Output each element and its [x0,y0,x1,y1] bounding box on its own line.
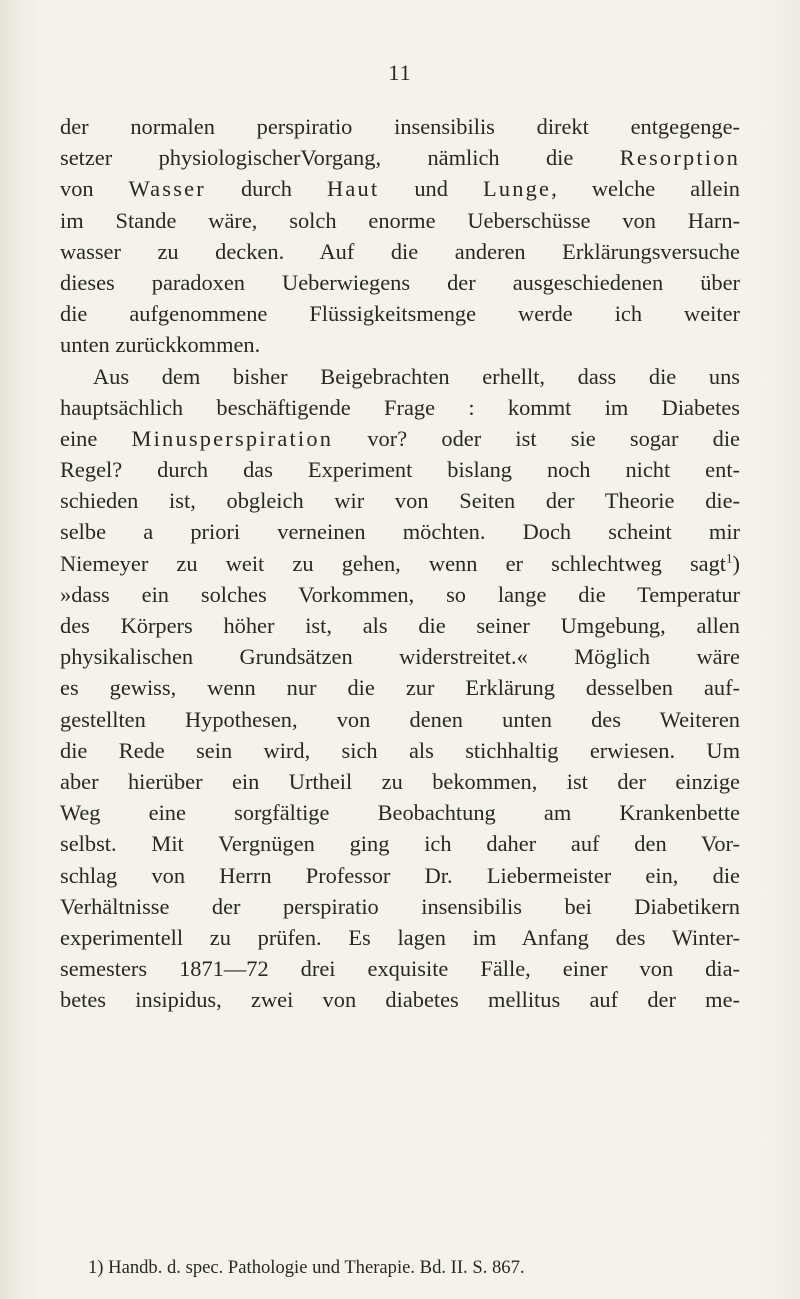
text-fragment: vor? oder ist sie sogar die [333,425,740,451]
body-text [60,111,740,1015]
text-line: »dass ein solches Vorkommen, so lange die Temperatur [60,581,740,607]
text-line: schlag von Herrn Professor Dr. Liebermeister ein, die [60,862,740,888]
text-fragment: Niemeyer zu weit zu gehen, wenn er schlechtweg sagt [60,550,727,576]
text-line [60,142,740,173]
text-line: selbe a priori verneinen möchten. Doch scheint mir [60,519,740,545]
text-line: gestellten Hypothesen, von denen unten des Weiteren [60,706,740,732]
text-line: Aus dem bisher Beigebrachten erhellt, dass die uns [93,363,740,389]
text-line: unten zurückkommen. [60,332,261,358]
text-fragment: durch [205,176,327,202]
footnote: 1) Handb. d. spec. Pathologie und Therapie. Bd. II. S. 867. [88,1257,525,1278]
text-line [60,423,740,454]
text-line: aber hierüber ein Urtheil zu bekommen, ist der einzige [60,768,740,794]
text-line: hauptsächlich beschäftigende Frage : kommt im Diabetes [60,394,740,420]
text-line: es gewiss, wenn nur die zur Erklärung desselben auf- [60,675,740,701]
text-line: Weg eine sorgfältige Beobachtung am Krankenbette [60,800,740,826]
text-fragment: von [60,176,129,202]
text-line: im Stande wäre, solch enorme Ueberschüsse von Harn- [60,207,740,233]
text-line: selbst. Mit Vergnügen ging ich daher auf den Vor- [60,831,740,857]
text-line: Regel? durch das Experiment bislang noch nicht ent- [60,457,740,483]
text-line [60,548,740,579]
text-line: semesters 1871—72 drei exquisite Fälle, einer von dia- [60,956,740,982]
text-line: physikalischen Grundsätzen widerstreitet.« Möglich wäre [60,644,740,670]
text-fragment: und [379,176,483,202]
text-line: betes insipidus, zwei von diabetes mellitus auf der me- [60,987,740,1013]
text-line: schieden ist, obgleich wir von Seiten der Theorie die- [60,488,740,514]
text-fragment: setzer physiologischerVorgang, nämlich die [60,145,620,171]
text-line [60,173,740,204]
emphasized-term: Wasser [128,176,206,202]
text-line: die Rede sein wird, sich als stichhaltig erwiesen. Um [60,737,740,763]
text-line: dieses paradoxen Ueberwiegens der ausgeschiedenen über [60,269,740,295]
text-line: des Körpers höher ist, als die seiner Umgebung, allen [60,613,740,638]
emphasized-term: Lunge [482,176,552,202]
text-fragment: , welche allein [551,176,740,202]
text-line: die aufgenommene Flüssigkeitsmenge werde ich weiter [60,301,740,327]
text-line: experimentell zu prüfen. Es lagen im Anfang des Winter- [60,924,740,950]
text-line: Verhältnisse der perspiratio insensibilis bei Diabetikern [60,893,740,919]
footnote-marker: 1 [726,550,733,566]
page-number: 11 [388,60,412,85]
text-line: wasser zu decken. Auf die anderen Erklärungsversuche [60,238,740,264]
emphasized-term: Resorption [619,145,740,171]
text-fragment: eine [60,425,132,451]
text-fragment: ) [732,550,740,576]
text-line: der normalen perspiratio insensibilis direkt entgegenge- [60,114,740,139]
emphasized-term: Minusperspiration [131,425,334,451]
emphasized-term: Haut [327,176,380,202]
